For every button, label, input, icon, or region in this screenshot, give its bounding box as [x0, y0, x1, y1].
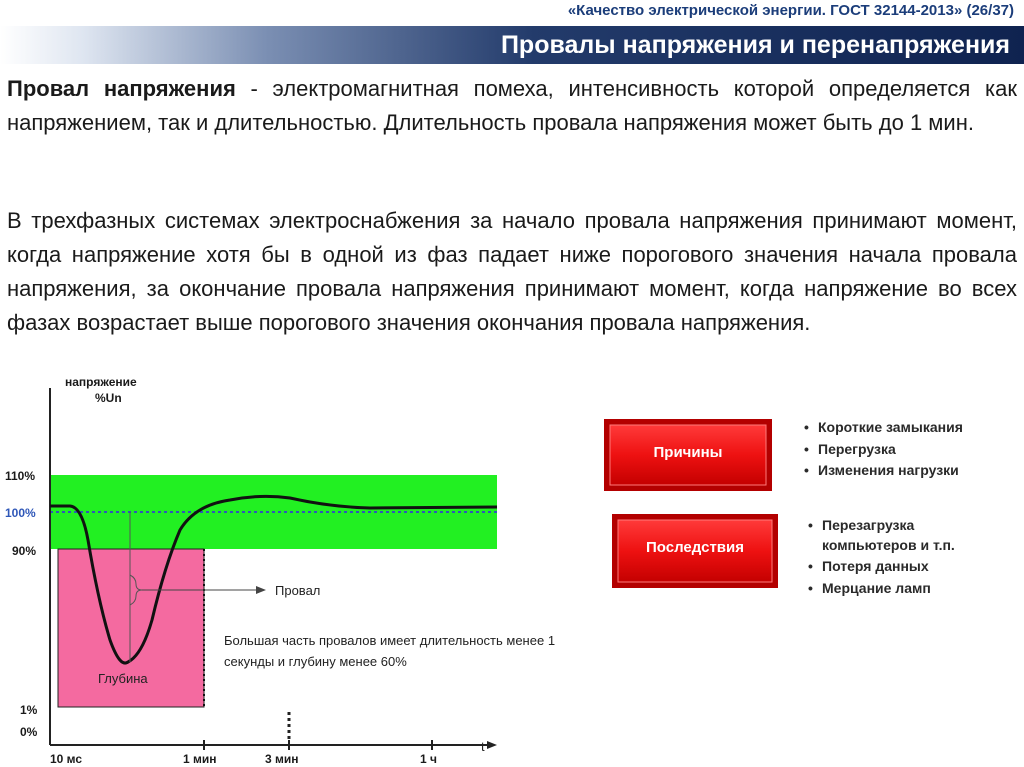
- x-tick-3min: 3 мин: [265, 752, 299, 766]
- causes-box: [604, 419, 772, 491]
- x-tick-1h: 1 ч: [420, 752, 437, 766]
- y-tick-90: 90%: [12, 544, 37, 558]
- y-tick-1: 1%: [20, 703, 38, 717]
- slide-title: Провалы напряжения и перенапряжения: [500, 31, 1010, 59]
- depth-label: Глубина: [98, 671, 148, 686]
- note-line-2: секунды и глубину менее 60%: [224, 654, 407, 669]
- slide-subtitle: «Качество электрической энергии. ГОСТ 32144-2013» (26/37): [567, 2, 1014, 19]
- note-line-1: Большая часть провалов имеет длительность менее 1: [224, 633, 556, 648]
- x-axis-label: t: [481, 739, 485, 754]
- consequence-item: Мерцание ламп: [822, 580, 931, 596]
- dip-label: Провал: [275, 583, 321, 598]
- y-tick-110: 110%: [5, 469, 36, 483]
- paragraph-three-phase: В трехфазных системах электроснабжения за начало провала напряжения принимают момент, когда напряжение хотя бы в одной из фаз падает ниже порогового значения начала провала напряжения, за окончание провала напряжения принимают момент, когда напряжение во всех фазах возрастает выше порогового значения окончания провала напряжения.: [7, 208, 1017, 335]
- x-tick-10ms: 10 мс: [50, 752, 83, 766]
- x-tick-1min: 1 мин: [183, 752, 217, 766]
- consequence-bullet: •: [808, 517, 813, 533]
- cause-item: Короткие замыкания: [818, 419, 963, 435]
- term-voltage-dip: Провал напряжения: [7, 76, 236, 101]
- dip-arrow-head: [256, 586, 266, 594]
- definition-text: - электромагнитная помеха, интенсивность которой определяется как напряжением, так и длительностью. Длительность провала напряжения может быть до 1 мин.: [7, 76, 1017, 135]
- consequence-item-cont: компьютеров и т.п.: [822, 537, 955, 553]
- causes-label: Причины: [653, 444, 723, 461]
- cause-item: Перегрузка: [818, 441, 896, 457]
- cause-bullet: •: [804, 441, 809, 457]
- y-tick-100: 100%: [5, 506, 36, 520]
- consequence-item: Потеря данных: [822, 558, 929, 574]
- cause-bullet: •: [804, 462, 809, 478]
- y-axis-title-2: %Un: [95, 391, 122, 405]
- consequences-box: [612, 514, 778, 588]
- x-axis-arrow: [487, 741, 497, 749]
- consequence-bullet: •: [808, 558, 813, 574]
- y-tick-0: 0%: [20, 725, 38, 739]
- y-axis-title-1: напряжение: [65, 375, 137, 389]
- consequence-item: Перезагрузка: [822, 517, 915, 533]
- cause-item: Изменения нагрузки: [818, 462, 959, 478]
- consequences-label: Последствия: [646, 539, 744, 556]
- consequence-bullet: •: [808, 580, 813, 596]
- cause-bullet: •: [804, 419, 809, 435]
